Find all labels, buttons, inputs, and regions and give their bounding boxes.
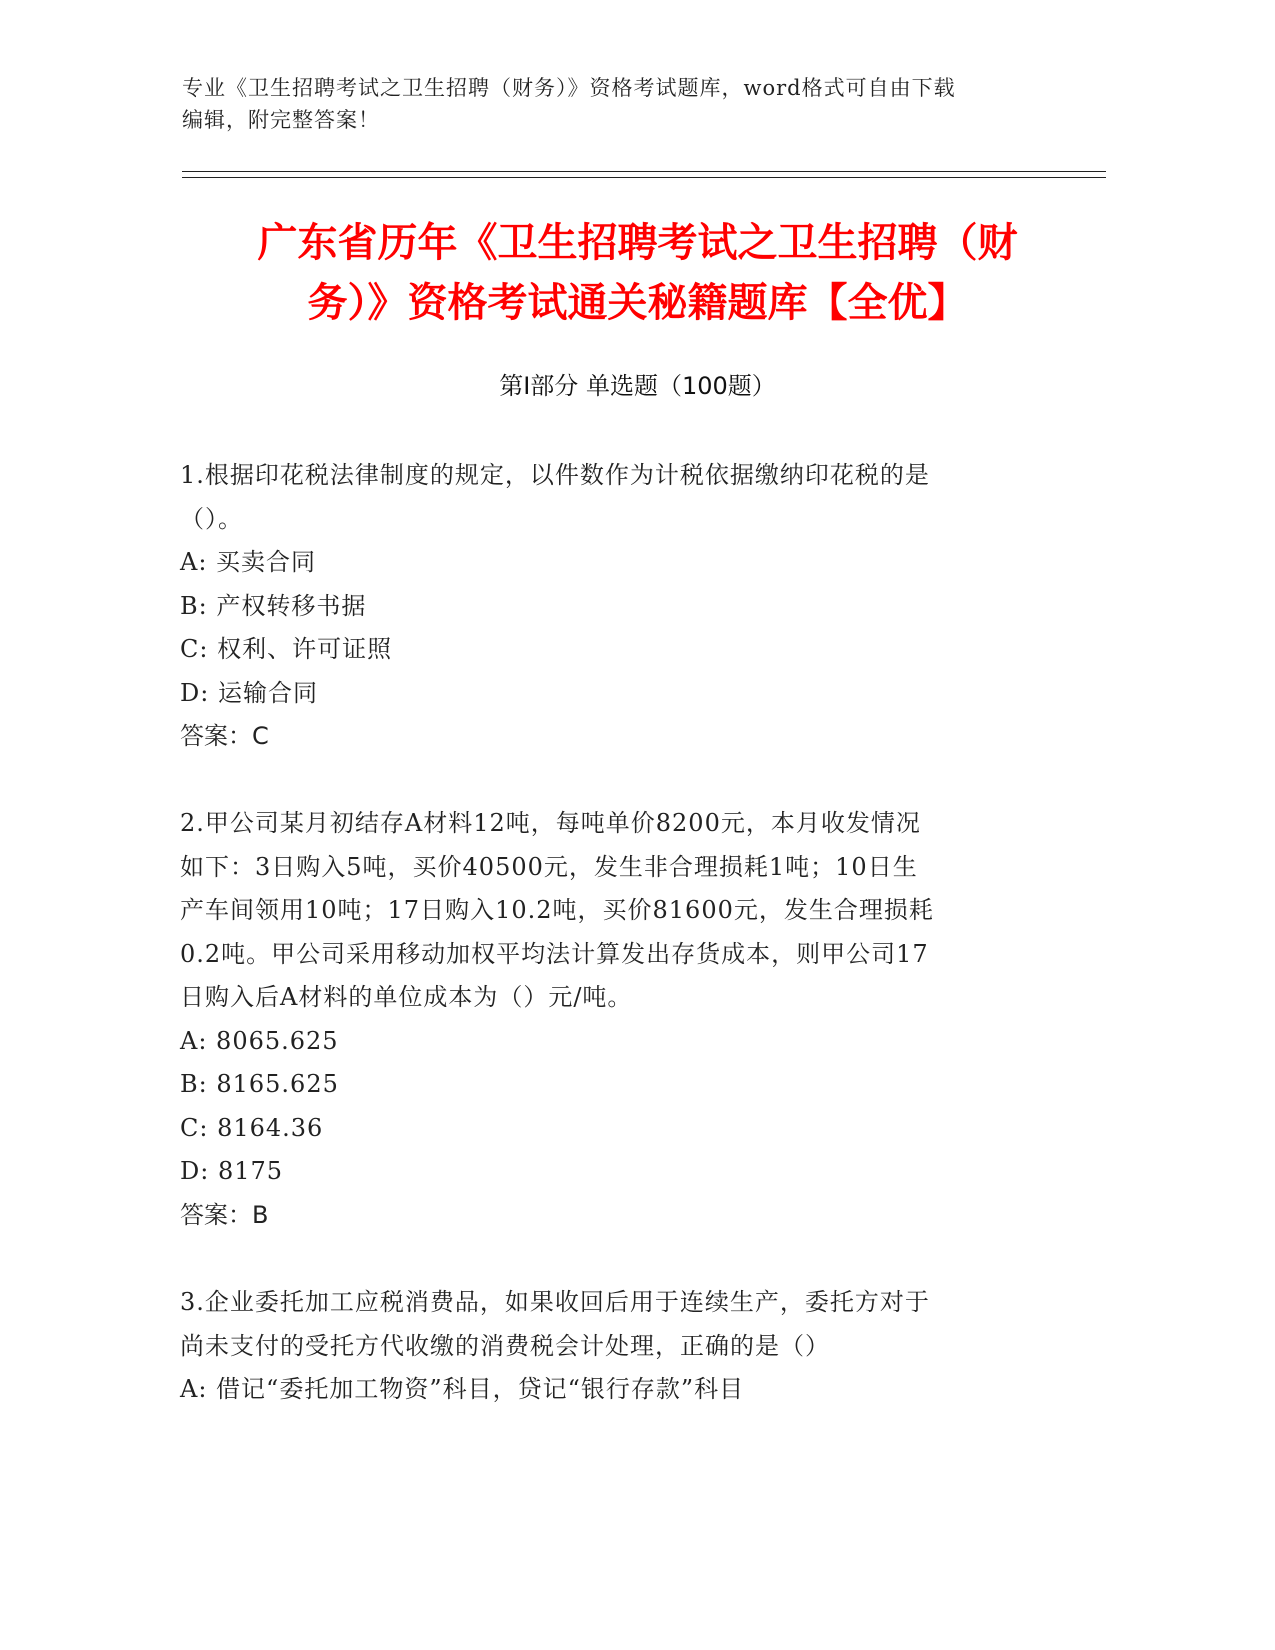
header-divider-top bbox=[182, 171, 1106, 172]
question-2-stem-line-2: 如下：3日购入5吨，买价40500元，发生非合理损耗1吨；10日生 bbox=[180, 852, 918, 881]
question-2-option-c: C: 8164.36 bbox=[180, 1113, 324, 1142]
question-2-option-a: A: 8065.625 bbox=[180, 1026, 339, 1055]
question-1-stem-line-2: （）。 bbox=[180, 504, 243, 533]
document-title bbox=[150, 213, 1125, 333]
header-line-1: 专业《卫生招聘考试之卫生招聘（财务）》资格考试题库，word格式可自由下载 bbox=[182, 76, 956, 100]
question-2-stem-line-5: 日购入后A材料的单位成本为（）元/吨。 bbox=[180, 983, 633, 1011]
question-3-stem-line-1: 3.企业委托加工应税消费品，如果收回后用于连续生产，委托方对于 bbox=[180, 1288, 930, 1316]
question-1-option-b: B: 产权转移书据 bbox=[180, 591, 367, 620]
question-1-answer: 答案：C bbox=[180, 722, 269, 750]
question-2-option-b: B: 8165.625 bbox=[180, 1070, 339, 1098]
header-line-2: 编辑，附完整答案！ bbox=[182, 108, 380, 132]
question-2-answer: 答案：B bbox=[180, 1200, 269, 1229]
question-3-stem-line-2: 尚未支付的受托方代收缴的消费税会计处理，正确的是（） bbox=[180, 1331, 830, 1360]
question-2-stem-line-3: 产车间领用10吨；17日购入10.2吨，买价81600元，发生合理损耗 bbox=[180, 896, 934, 924]
question-1-option-c: C: 权利、许可证照 bbox=[180, 635, 393, 663]
document-title-line-1: 广东省历年《卫生招聘考试之卫生招聘（财 bbox=[257, 220, 1018, 266]
question-3-option-a: A: 借记“委托加工物资”科目，贷记“银行存款”科目 bbox=[180, 1375, 745, 1403]
question-2 bbox=[180, 802, 1025, 1237]
question-1-stem-line-1: 1.根据印花税法律制度的规定，以件数作为计税依据缴纳印花税的是 bbox=[180, 461, 930, 489]
question-2-stem-line-1: 2.甲公司某月初结存A材料12吨，每吨单价8200元，本月收发情况 bbox=[180, 809, 921, 837]
question-2-stem-line-4: 0.2吨。甲公司采用移动加权平均法计算发出存货成本，则甲公司17 bbox=[180, 939, 929, 968]
question-2-option-d: D: 8175 bbox=[180, 1157, 284, 1185]
document-title-line-2: 务）》资格考试通关秘籍题库【全优】 bbox=[307, 280, 968, 326]
question-1-option-d: D: 运输合同 bbox=[180, 678, 318, 707]
question-1 bbox=[180, 454, 1025, 759]
question-3 bbox=[180, 1281, 1025, 1412]
question-1-option-a: A: 买卖合同 bbox=[180, 548, 317, 576]
header-note bbox=[182, 72, 1062, 136]
header-divider-bottom bbox=[182, 177, 1106, 178]
section-heading: 第Ⅰ部分 单选题（100题） bbox=[499, 372, 776, 400]
